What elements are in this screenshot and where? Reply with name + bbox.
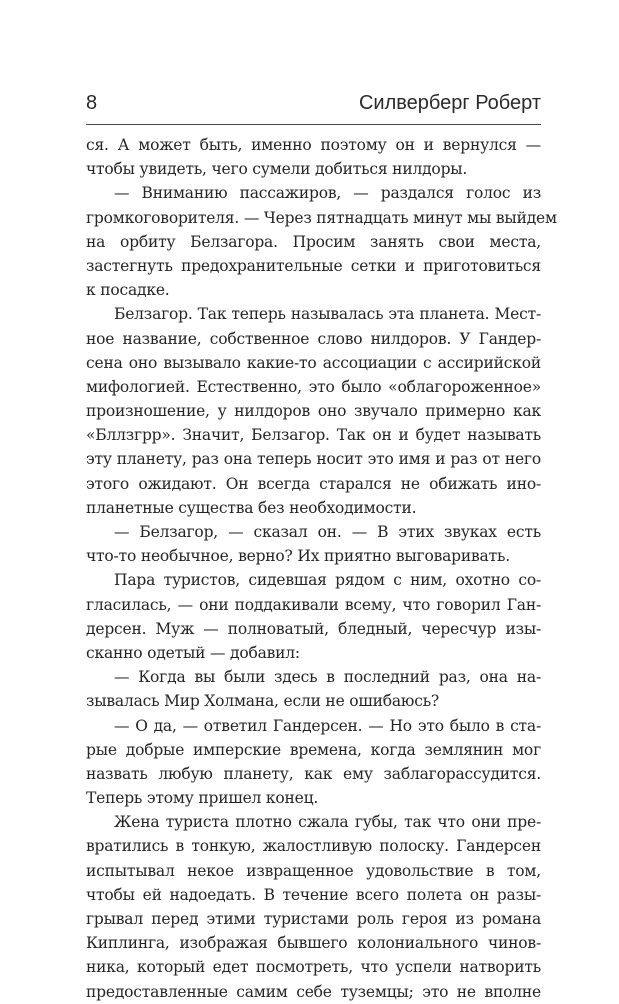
text-line: что-то необычное, верно? Их приятно выговаривать. [86, 547, 510, 566]
text-line: предоставленные самим себе туземцы; это не вполне [86, 982, 541, 1001]
running-head-author: Силверберг Роберт [358, 92, 541, 114]
text-line: гласилась, — они поддакивали всему, что говорил Ган- [86, 595, 541, 614]
text-line: застегнуть предохранительные сетки и приготовиться [86, 256, 541, 275]
text-line: планетные существа без необходимости. [86, 498, 417, 517]
text-line: Жена туриста плотно сжала губы, так что они пре- [114, 813, 541, 832]
text-line: этого ожидают. Он всегда старался не обижать ино- [86, 474, 541, 493]
body-text [86, 133, 557, 1004]
page-header [86, 82, 541, 122]
text-line: — Белзагор, — сказал он. — В этих звуках есть [114, 523, 541, 541]
text-line: Киплинга, изображая бывшего колониального чинов- [86, 934, 541, 953]
text-line: ся. А может быть, именно поэтому он и вернулся — [86, 136, 541, 154]
text-line: назвать любую планету, как ему заблагорассудится. [86, 764, 541, 783]
text-line: мифологией. Естественно, это было «облагороженное» [86, 377, 541, 396]
text-line: произношение, у нилдоров оно звучало примерно как [86, 402, 541, 421]
text-line: — Вниманию пассажиров, — раздался голос из [114, 184, 541, 203]
text-line: грывал перед этими туристами роль героя из романа [86, 910, 541, 928]
text-line: чтобы увидеть, чего сумели добиться нилдоры. [86, 160, 468, 179]
text-line: к посадке. [86, 281, 170, 300]
text-line: сена оно вызывало какие-то ассоциации с ассирийской [86, 353, 541, 372]
header-divider [86, 124, 541, 125]
text-line: испытывал некое извращенное удовольствие в том, [86, 861, 541, 880]
text-line: Пара туристов, сидевшая рядом с ним, охотно со- [114, 571, 541, 590]
text-line: — О да, — ответил Гандерсен. — Но это было в ста- [114, 716, 541, 735]
text-line: сканно одетый — добавил: [86, 643, 300, 662]
text-line: — Когда вы были здесь в последний раз, она на- [114, 668, 541, 687]
text-line: чтобы ей надоедать. В течение всего полета он разы- [86, 885, 541, 904]
text-line: «Бллзгрр». Значит, Белзагор. Так он и будет называть [86, 426, 541, 445]
text-line: Теперь этому пришел конец. [86, 789, 319, 808]
page-number: 8 [86, 92, 98, 114]
text-line: ное название, собственное слово нилдоров. У Гандер- [86, 329, 541, 348]
text-line: громкоговорителя. — Через пятнадцать минут мы выйдем [86, 208, 557, 227]
text-line: на орбиту Белзагора. Просим занять свои места, [86, 232, 541, 251]
text-line: дерсен. Муж — полноватый, бледный, чересчур изы- [86, 619, 541, 638]
text-line: рые добрые имперские времена, когда землянин мог [86, 740, 541, 759]
text-line: вратились в тонкую, жалостливую полоску. Гандерсен [86, 837, 541, 856]
text-line: зывалась Мир Холмана, если не ошибаюсь? [86, 692, 440, 711]
text-line: ника, который едет посмотреть, что успели натворить [86, 958, 541, 977]
text-line: Белзагор. Так теперь называлась эта планета. Мест- [114, 305, 541, 324]
text-line: эту планету, раз она теперь носит это имя и раз от него [86, 450, 541, 469]
